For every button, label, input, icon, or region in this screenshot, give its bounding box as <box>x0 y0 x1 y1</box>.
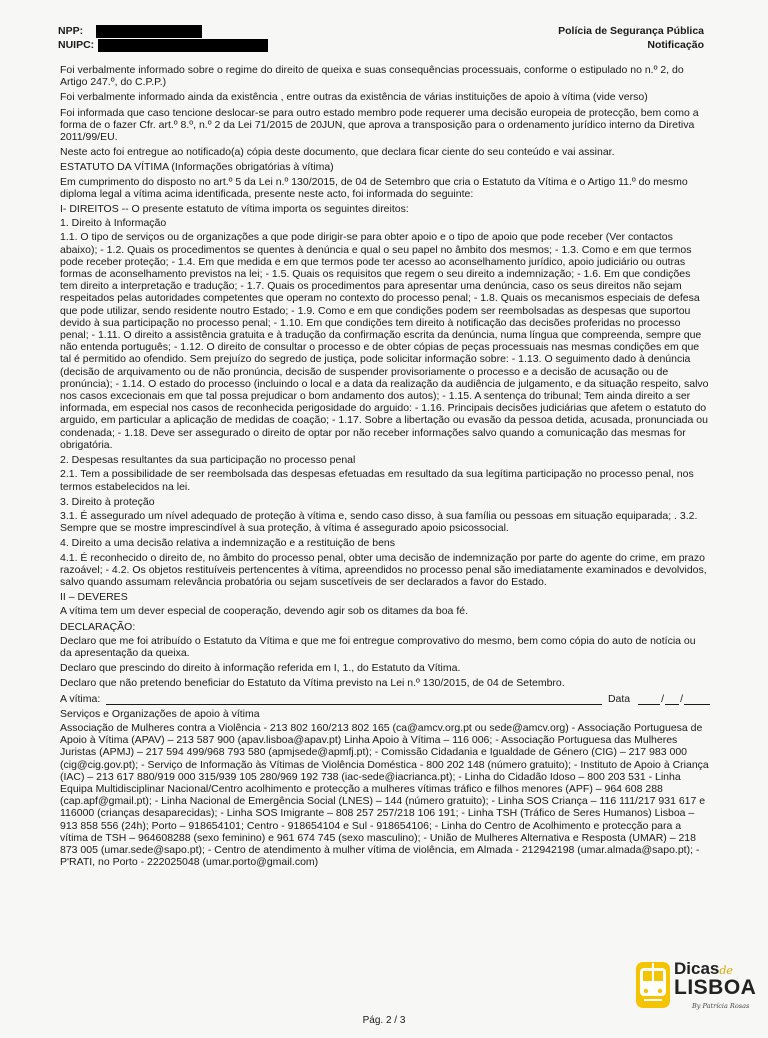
document-body <box>60 64 710 871</box>
signature-line <box>60 693 710 705</box>
deveres-heading: II – DEVERES <box>60 591 128 604</box>
section-heading: ESTATUTO DA VÍTIMA (Informações obrigatórias à vítima) <box>60 161 334 174</box>
intro-paragraph: Neste acto foi entregue ao notificado(a) cópia deste documento, que declara ficar ciente do seu conteúdo e vai assinar. <box>60 146 615 159</box>
logo-byline: By Patrícia Rosas <box>692 1002 750 1010</box>
declaration-paragraph: Declaro que me foi atribuído o Estatuto da Vítima e que me foi entregue comprovativo do mesmo, bem como cópia do auto de notícia ou da apresentação da queixa. <box>60 634 696 659</box>
subsection-heading: 3. Direito à proteção <box>60 495 155 508</box>
subsection-text: 3.1. É assegurado um nível adequado de proteção à vítima e, sendo caso disso, à sua família ou pessoas em situação equiparada; . 3.2. Sempre que se mostre imprescindível à sua proteção, à vítima é assegurado apoio psicossocial. <box>60 509 698 535</box>
tram-icon <box>636 962 670 1008</box>
victim-label: A vítima: <box>60 692 101 705</box>
date-separator: / <box>680 692 683 705</box>
intro-paragraph: Foi verbalmente informado ainda da existência , entre outras da existência de várias instituições de apoio à vítima (vide verso) <box>60 91 648 104</box>
organization-name: Polícia de Segurança Pública <box>558 25 704 37</box>
subsection-text: 4.1. É reconhecido o direito de, no âmbito do processo penal, obter uma decisão de indemnização por parte do agente do crime, em prazo razoável; - 4.2. Os objetos restituíveis pertencentes à vítima, apreendidos no processo penal são imediatamente examinados e devolvidos, salvo quando assumam relevância probatória ou sejam suscetíveis de ser declarados a favor do Estado. <box>60 551 707 588</box>
date-month-field[interactable] <box>665 695 679 705</box>
logo-text-dicas: Dicas <box>674 959 720 978</box>
deveres-text: A vítima tem um dever especial de cooperação, devendo agir sob os ditames da boa fé. <box>60 605 468 618</box>
nuipc-label: NUIPC: <box>58 39 95 51</box>
direitos-heading: I- DIREITOS -- O presente estatuto de vítima importa os seguintes direitos: <box>60 203 409 216</box>
subsection-text: 1.1. O tipo de serviços ou de organizações a que pode dirigir-se para obter apoio e o tipo de apoio que pode receber (Ver contactos abaixo); - 1.2. Quais os procedimentos se quentes à denúncia e qual o seu papel no âmbito dos mesmos; - 1.3. Como e em que termos pode receber proteção; - 1.4. Em que medida e em que termos pode ter acesso ao aconselhamento jurídico, apoio judiciário ou outras formas de aconselhamento previstos na lei; - 1.5. Quais os requisitos que regem o seu direito a indemnização; - 1.6. Em que condições tem direito a interpretação e tradução; - 1.7. Quais os procedimentos para apresentar uma denúncia, caso os seus direitos não sejam respeitados pelas autoridades competentes que operam no contexto do processo penal; - 1.8. Quais os mecanismos especiais de defesa que pode utilizar, sendo residente noutro Estado; - 1.9. Como e em que condições podem ser reembolsadas as despesas que suportou devido à sua participação no processo penal; - 1.10. Em que condições tem direito à notificação das decisões proferidas no processo penal; - 1.11. O direito a assistência gratuita e à tradução da confirmação escrita da denúncia, numa língua que compreenda, sempre que não entenda português; - 1.12. O direito de consultar o processo e de obter cópias de peças processuais nas mesmas condições em que tal é permitido ao ofendido. Sem prejuízo do segredo de justiça, pode solicitar informação sobre: - 1.13. O seguimento dado à denúncia (decisão de arquivamento ou de não pronúncia, decisão de suspender provisoriamente o processo e a decisão de acusação ou de pronúncia); - 1.14. O estado do processo (incluindo o local e a data da realização da audiência de julgamento, e da situação respeito, salvo nos casos excecionais em que tal possa prejudicar o bom andamento dos autos); - 1.15. A sentença do tribunal; Tem ainda direito a ser informada, em especial nos casos de reconhecida perigosidade do arguido: - 1.16. Principais decisões judiciárias que afetem o estatuto do arguido, em particular a aplicação de medidas de coação; - 1.17. Sobre a libertação ou evasão da pessoa detida, acusada, pronunciada ou condenada; - 1.18. Deve ser assegurado o direito de optar por não receber informações salvo quando a comunicação das mesmas for obrigatória. <box>60 231 709 451</box>
date-day-field[interactable] <box>638 695 660 705</box>
intro-paragraph: Foi informada que caso tencione deslocar-se para outro estado membro pode requerer uma decisão europeia de protecção, bem como a forma de o fazer Cfr. art.º 8.º, n.º 2 da Lei 71/2015 de 20JUN, que aprova a transposição para o ordenamento jurídico interno da Diretiva 2011/99/EU. <box>60 106 699 144</box>
page-number: Pág. 2 / 3 <box>362 1015 406 1026</box>
intro-paragraph: Foi verbalmente informado sobre o regime do direito de queixa e suas consequências processuais, conforme o estipulado no n.º 2, do Artigo 247.º, do C.P.P.) <box>60 64 684 89</box>
header-organization <box>558 24 704 52</box>
header-identifiers <box>58 24 268 52</box>
document-type: Notificação <box>647 39 704 51</box>
subsection-heading: 4. Direito a uma decisão relativa a indemnização e a restituição de bens <box>60 537 396 550</box>
redaction-bar <box>98 39 268 52</box>
date-year-field[interactable] <box>684 695 710 705</box>
subsection-heading: 1. Direito à Informação <box>60 217 167 230</box>
watermark-logo <box>636 959 757 1022</box>
date-label: Data <box>607 692 631 705</box>
declaracao-heading: DECLARAÇÃO: <box>60 620 136 633</box>
declaration-paragraph: Declaro que não pretendo beneficiar do Estatuto da Vítima previsto na Lei n.º 130/2015, de 04 de Setembro. <box>60 677 565 690</box>
signature-field[interactable] <box>106 695 602 705</box>
logo-text-lisboa: LISBOA <box>674 976 757 999</box>
npp-label: NPP: <box>58 25 84 37</box>
subsection-heading: 2. Despesas resultantes da sua participação no processo penal <box>60 454 356 467</box>
logo-text-de: de <box>719 964 733 977</box>
services-heading: Serviços e Organizações de apoio à vítima <box>60 707 260 720</box>
services-list: Associação de Mulheres contra a Violência - 213 802 160/213 802 165 (ca@amcv.org.pt ou sede@amcv.org) - Associação Portuguesa de Apoio à Vítima (APAV) – 213 587 900 (apav.lisboa@apav.pt) Linha Apoio à Vítima – 116 006; - Associação Portuguesa das Mulheres Juristas (APMJ) – 217 594 499/968 793 580 (apmjsede@apmfj.pt); - Comissão Cidadania e Igualdade de Género (CIG) – 217 983 000 (cig@cig.gov.pt); - Serviço de Informação às Vítimas de Violência Doméstica - 800 202 148 (número gratuito); - Instituto de Apoio à Criança (IAC) – 213 617 880/919 000 315/939 105 280/969 192 738 (iac-sede@iacrianca.pt); - Linha do Cidadão Idoso – 800 203 531 - Linha Equipa Multidisciplinar Nacional/Centro acolhimento e protecção a mulheres vítimas tráfico e filhos menores (APF) – 964 608 288 (cap.apf@gmail.pt); - Linha Nacional de Emergência Social (LNES) – 144 (número gratuito); - Linha SOS Criança – 116 111/217 931 617 e 116000 (crianças desaparecidas); - Linha SOS Imigrante – 808 257 257/218 106 191; - Linha TSH (Tráfico de Seres Humanos) Lisboa – 913 858 556 (24h); Porto – 918654101; Centro - 918654104 e Sul - 918654106; - Linha do Centro de Acolhimento e protecção para a vítima de TSH – 964608288 (sexo feminino) e 961 674 745 (sexo masculino); - União de Mulheres Alternativa e Resposta (UMAR) – 218 873 005 (umar.sede@sapo.pt); - Centro de atendimento à mulher vítima de violência, em Almada - 212942198 (umar.almada@sapo.pt); - P'RATI, no Porto - 222025048 (umar.porto@gmail.com) <box>60 721 709 869</box>
estatuto-intro: Em cumprimento do disposto no art.º 5 da Lei n.º 130/2015, de 04 de Setembro que cria o Estatuto da Vítima e o Artigo 11.º do mesmo diploma legal a vítima acima identificada, presente neste acto, foi informada do seguinte: <box>60 175 688 200</box>
redaction-bar <box>96 25 202 38</box>
subsection-text: 2.1. Tem a possibilidade de ser reembolsada das despesas efetuadas em resultado da sua legítima participação no processo penal, nos termos estabelecidos na lei. <box>60 468 694 493</box>
declaration-paragraph: Declaro que prescindo do direito à informação referida em I, 1., do Estatuto da Vítima. <box>60 662 461 675</box>
date-separator: / <box>661 692 665 705</box>
